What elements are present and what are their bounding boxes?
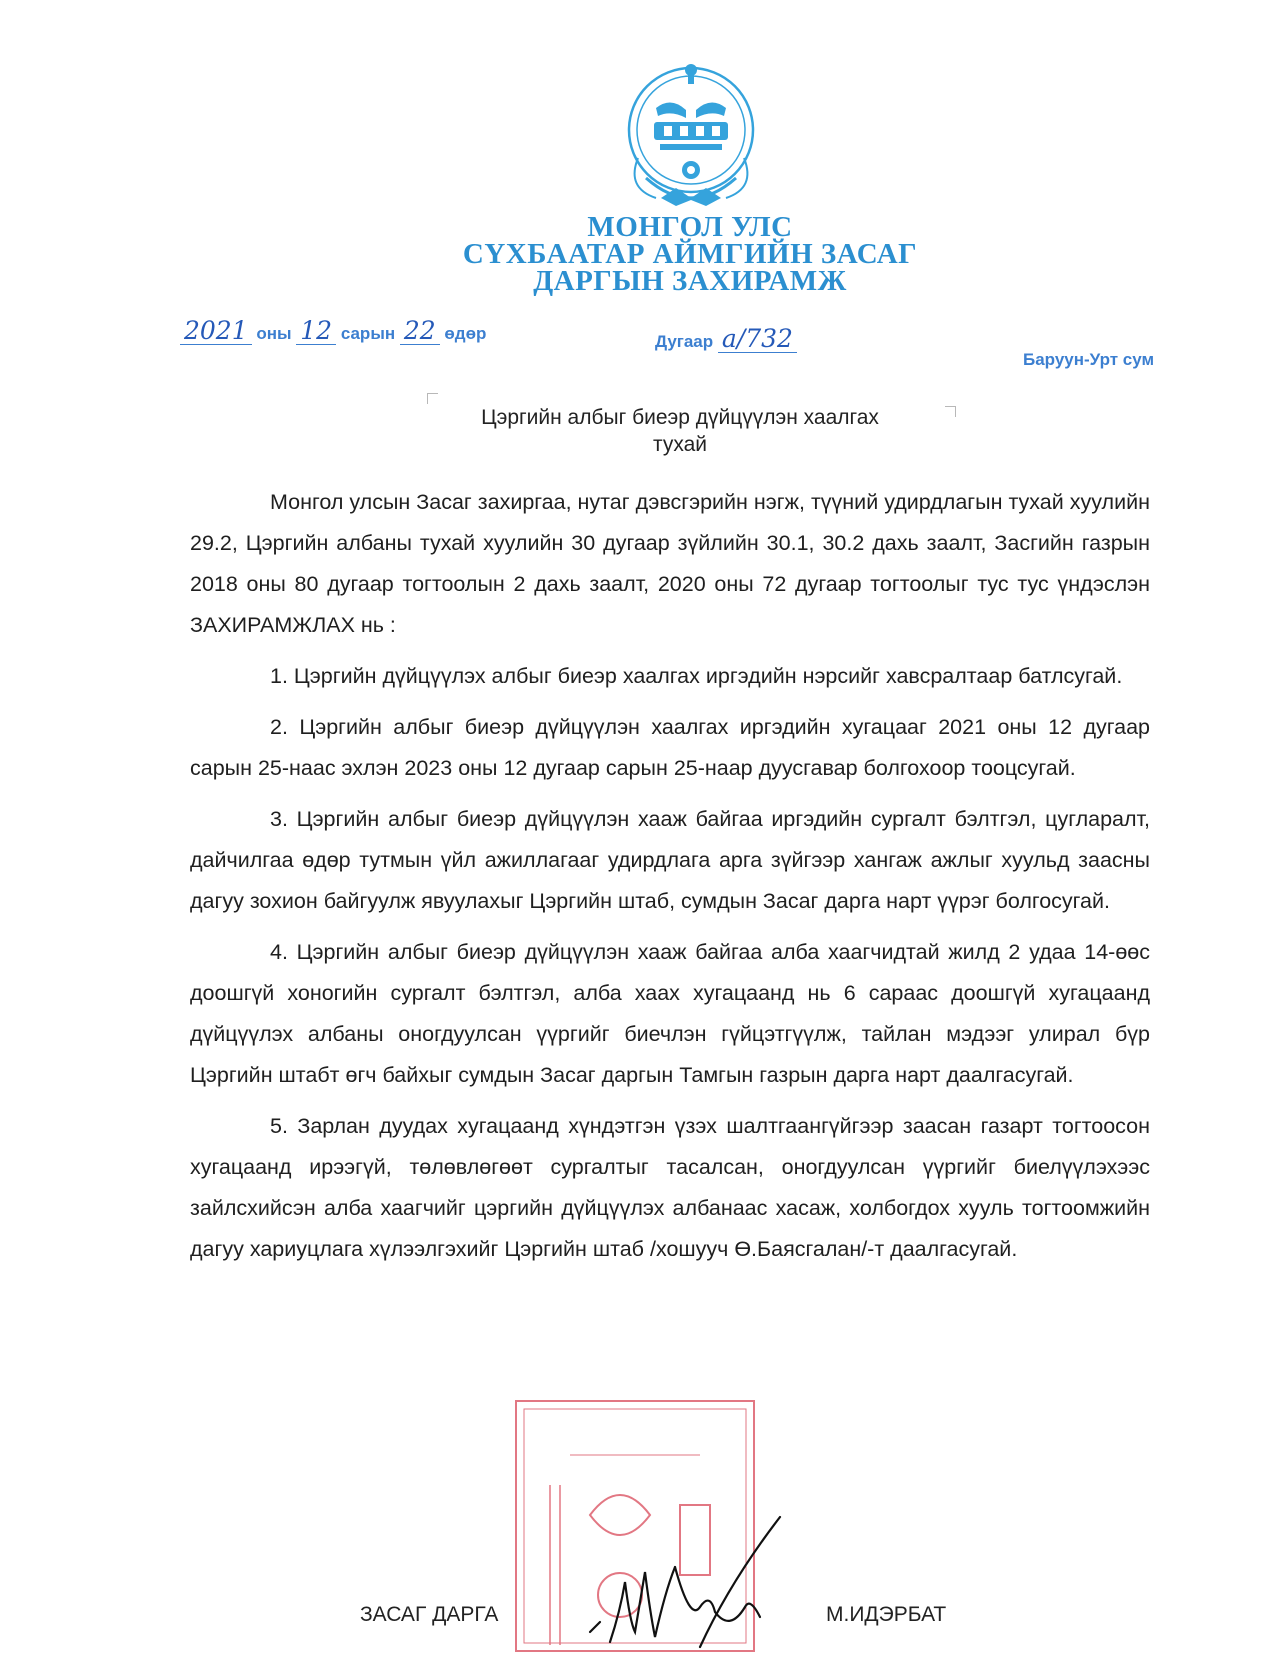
subject-corner-right <box>945 406 956 417</box>
state-emblem <box>616 58 766 218</box>
subject-line-1: Цэргийн албыг биеэр дүйцүүлэн хаалгах <box>481 406 879 429</box>
document-subject <box>420 404 940 458</box>
handwritten-signature <box>580 1512 810 1652</box>
header-organization: СҮХБААТАР АЙМГИЙН ЗАСАГ <box>462 238 918 270</box>
document-body <box>190 482 1150 1280</box>
body-item-3: 3. Цэргийн албыг биеэр дүйцүүлэн хааж байгаа иргэдийн сургалт бэлтгэл, цугларалт, дайчилгаа өдөр тутмын үйл ажиллагааг удирдлага арга зүйгээр хангаж ажлыг хуульд заасны дагуу зохион байгуулж явуулахыг Цэргийн штаб, сумдын Засаг дарга нарт үүрэг болгосугай. <box>190 807 1150 913</box>
header-country: МОНГОЛ УЛС <box>587 211 793 243</box>
document-date <box>180 318 486 345</box>
signatory-title: ЗАСАГ ДАРГА <box>360 1603 499 1626</box>
body-item-5: 5. Зарлан дуудах хугацаанд хүндэтгэн үзэх шалтгаангүйгээр заасан газарт тогтоосон хугацаанд ирээгүй, төлөвлөгөөт сургалтыг тасалсан, оногдуулсан үүргийг биелүүлэхээс зайлсхийсэн алба хаагчийг цэргийн дүйцүүлэх албанаас хасаж, холбогдох хууль тогтоомжийн дагуу хариуцлага хүлээлгэхийг Цэргийн штаб /хошууч Ө.Баясгалан/-т даалгасугай. <box>190 1114 1150 1261</box>
number-label: Дугаар <box>655 332 714 351</box>
subject-line-2: тухай <box>652 433 708 456</box>
date-year-suffix: оны <box>256 324 292 343</box>
header-document-type: ДАРГЫН ЗАХИРАМЖ <box>533 265 847 297</box>
body-item-1: 1. Цэргийн дүйцүүлэх албыг биеэр хаалгах иргэдийн нэрсийг хавсралтаар батлсугай. <box>270 664 1123 688</box>
subject-corner-left <box>427 393 438 404</box>
date-day-suffix: өдөр <box>444 324 487 343</box>
date-day: 22 <box>400 318 440 345</box>
body-item-4: 4. Цэргийн албыг биеэр дүйцүүлэн хааж байгаа алба хаагчидтай жилд 2 удаа 14-өөс доошгүй хоногийн сургалт бэлтгэл, алба хаах хугацаанд нь 6 сараас доошгүй хугацаанд дүйцүүлэх албаны оногдуулсан үүргийг биечлэн гүйцэтгүүлж, тайлан мэдээг улирал бүр Цэргийн штабт өгч байхыг сумдын Засаг даргын Тамгын газрын дарга нарт даалгасугай. <box>190 940 1150 1087</box>
date-year: 2021 <box>180 318 252 345</box>
date-month: 12 <box>296 318 336 345</box>
body-intro: Монгол улсын Засаг захиргаа, нутаг дэвсгэрийн нэгж, түүний удирдлагын тухай хуулийн 29.2, Цэргийн албаны тухай хуулийн 30 дугаар зүйлийн 30.1, 30.2 дахь заалт, Засгийн газрын 2018 оны 80 дугаар тогтоолын 2 дахь заалт, 2020 оны 72 дугаар тогтоолыг тус тус үндэслэн ЗАХИРАМЖЛАХ нь : <box>190 490 1150 637</box>
document-header <box>420 211 960 297</box>
document-place: Баруун-Урт сум <box>1023 350 1155 369</box>
document-number <box>655 326 797 353</box>
date-month-suffix: сарын <box>340 324 396 343</box>
signatory-name: М.ИДЭРБАТ <box>826 1603 947 1626</box>
body-item-2: 2. Цэргийн албыг биеэр дүйцүүлэн хаалгах иргэдийн хугацааг 2021 оны 12 дугаар сарын 25-наас эхлэн 2023 оны 12 дугаар сарын 25-наар дуусгавар болгохоор тооцсугай. <box>190 715 1150 780</box>
number-value: а/732 <box>718 326 797 353</box>
